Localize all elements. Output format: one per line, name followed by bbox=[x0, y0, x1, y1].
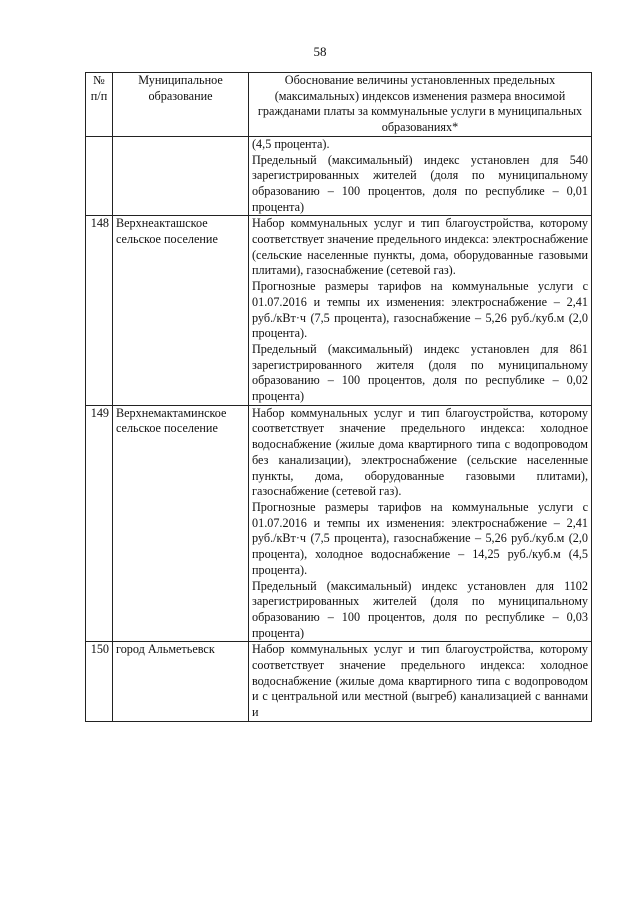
table-header-row bbox=[86, 73, 592, 137]
table-row bbox=[86, 642, 592, 722]
row-number: 149 bbox=[86, 405, 113, 642]
table-row bbox=[86, 405, 592, 642]
justification-paragraph: Предельный (максимальный) индекс установлен для 1102 зарегистрированных жителей (доля по муниципальному образованию – 100 процентов, доля по республике – 0,03 процента) bbox=[252, 578, 588, 640]
row-number: 148 bbox=[86, 216, 113, 405]
row-justification bbox=[249, 405, 592, 642]
justification-paragraph: Набор коммунальных услуг и тип благоустройства, которому соответствует значение предельного индекса: холодное водоснабжение (жилые дома квартирного типа с водопроводом и с центральной или местной (выгреб) канализацией с ваннами и bbox=[252, 642, 588, 720]
indices-table bbox=[85, 72, 592, 722]
row-municipality: Верхнемактаминское сельское поселение bbox=[113, 405, 249, 642]
header-num: № п/п bbox=[86, 73, 113, 137]
header-justification: Обоснование величины установленных предельных (максимальных) индексов изменения размера вносимой гражданами платы за коммунальные услуги в муниципальных образованиях* bbox=[249, 73, 592, 137]
table-row bbox=[86, 216, 592, 405]
row-justification bbox=[249, 136, 592, 216]
row-municipality: Верхнеакташское сельское поселение bbox=[113, 216, 249, 405]
page-number: 58 bbox=[313, 44, 327, 59]
row-number: 150 bbox=[86, 642, 113, 722]
row-municipality bbox=[113, 136, 249, 216]
justification-paragraph: Набор коммунальных услуг и тип благоустройства, которому соответствует значение предельного индекса: электроснабжение (сельские населенные пункты, дома, оборудованные газовыми плитами), газоснабжение (сетевой газ). bbox=[252, 216, 588, 278]
row-number bbox=[86, 136, 113, 216]
header-municipality: Муниципальное образование bbox=[113, 73, 249, 137]
justification-paragraph: (4,5 процента). bbox=[252, 136, 330, 151]
justification-paragraph: Предельный (максимальный) индекс установлен для 861 зарегистрированного жителя (доля по муниципальному образованию – 100 процентов, доля по республике – 0,02 процента) bbox=[252, 341, 588, 404]
row-justification bbox=[249, 216, 592, 405]
justification-paragraph: Прогнозные размеры тарифов на коммунальные услуги с 01.07.2016 и темпы их изменения: электроснабжение – 2,41 руб./кВт·ч (7,5 процента), газоснабжение – 5,26 руб./куб.м (2,0 процента). bbox=[252, 279, 588, 341]
row-justification bbox=[249, 642, 592, 722]
table-row bbox=[86, 136, 592, 216]
justification-paragraph: Предельный (максимальный) индекс установлен для 540 зарегистрированных жителей (доля по муниципальному образованию – 100 процентов, доля по республике – 0,01 процента) bbox=[252, 152, 588, 214]
justification-paragraph: Набор коммунальных услуг и тип благоустройства, которому соответствует значение предельного индекса: холодное водоснабжение (жилые дома квартирного типа с водопроводом без канализации), электроснабжение (сельские населенные пункты, дома, оборудованные газовыми плитами), газоснабжение (сетевой газ). bbox=[252, 405, 588, 499]
justification-paragraph: Прогнозные размеры тарифов на коммунальные услуги с 01.07.2016 и темпы их изменения: электроснабжение – 2,41 руб./кВт·ч (7,5 процента), газоснабжение – 5,26 руб./куб.м (2,0 процента), холодное водоснабжение – 14,25 руб./куб.м (4,5 процента). bbox=[252, 499, 588, 577]
row-municipality: город Альметьевск bbox=[113, 642, 249, 722]
